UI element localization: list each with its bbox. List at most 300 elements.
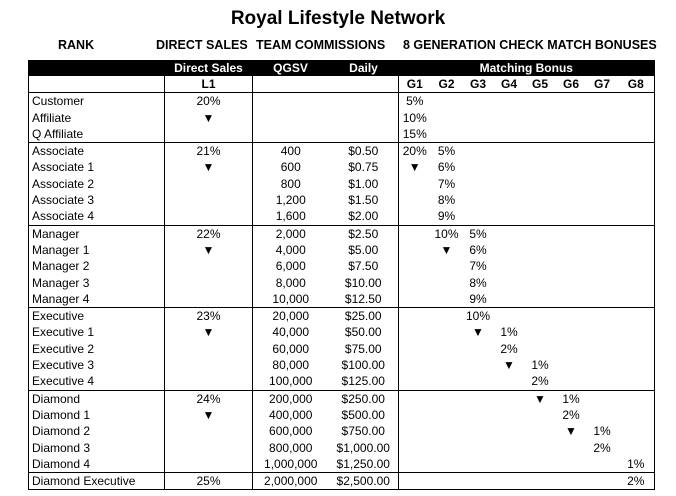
g5-cell (525, 242, 556, 258)
g8-cell (618, 291, 655, 308)
g1-cell (399, 357, 431, 373)
g7-cell (587, 208, 618, 225)
qgsv-cell: 10,000 (272, 291, 310, 306)
g3-cell: ▼ (472, 325, 484, 340)
table-row (29, 423, 655, 439)
g7-cell (587, 324, 618, 340)
g4-cell (494, 373, 525, 390)
direct-sales-cell: ▼ (165, 110, 253, 126)
g1-cell (399, 242, 431, 258)
daily-cell: $500.00 (329, 407, 399, 423)
g6-cell: 1% (556, 390, 587, 407)
g6-cell (556, 225, 587, 242)
subheader-g2: G2 (438, 77, 455, 91)
g8-cell (618, 308, 655, 325)
g5-cell (525, 275, 556, 291)
table-row (29, 341, 655, 357)
table-row (29, 275, 655, 291)
table-row (29, 473, 655, 490)
g1-cell (399, 208, 431, 225)
qgsv-cell: 40,000 (272, 325, 310, 340)
g5-cell (525, 258, 556, 274)
subheader-g5: G5 (531, 77, 548, 91)
rank-cell: Manager 1 (29, 242, 165, 258)
direct-sales-cell: 20% (165, 93, 253, 110)
g1-cell (399, 225, 431, 242)
daily-cell: $1.50 (329, 192, 399, 208)
qgsv-cell (253, 93, 329, 110)
section-direct-sales: DIRECT SALES (156, 38, 248, 52)
g6-cell (556, 192, 587, 208)
g8-cell (618, 143, 655, 160)
direct-sales-cell: ▼ (165, 324, 253, 340)
qgsv-cell: 4,000 (275, 242, 306, 257)
g2-cell: 10% (431, 225, 463, 242)
g3-cell (463, 440, 494, 456)
g4-cell (494, 176, 525, 192)
direct-sales-cell (165, 341, 253, 357)
g7-cell (587, 225, 618, 242)
g7-cell (587, 242, 618, 258)
g3-cell (463, 456, 494, 473)
g6-cell (556, 242, 587, 258)
direct-sales-cell: ▼ (165, 407, 253, 423)
daily-cell: $50.00 (329, 324, 399, 340)
direct-sales-cell (165, 440, 253, 456)
g5-cell: 1% (531, 358, 549, 373)
g1-cell (399, 373, 431, 390)
g5-cell (525, 440, 556, 456)
g1-cell (399, 456, 431, 473)
g3-cell (463, 357, 494, 373)
daily-cell: $25.00 (329, 308, 399, 325)
g5-cell: ▼ (525, 390, 556, 407)
daily-cell: $75.00 (329, 341, 399, 357)
header-row (29, 61, 655, 77)
g8-cell (618, 192, 655, 208)
g2-cell (431, 291, 463, 308)
g6-cell (556, 93, 587, 110)
g8-cell (618, 110, 655, 126)
qgsv-cell (253, 110, 329, 126)
g5-cell (525, 176, 556, 192)
g7-cell (587, 275, 618, 291)
rank-cell: Manager 2 (29, 258, 165, 274)
g2-cell (431, 258, 463, 274)
g4-cell (494, 208, 525, 225)
table-row (29, 208, 655, 225)
g8-cell (618, 176, 655, 192)
table-row (29, 159, 655, 175)
daily-cell: $125.00 (329, 373, 399, 390)
g3-cell (463, 192, 494, 208)
g6-cell (556, 308, 587, 325)
header-qgsv: QGSV (253, 61, 329, 77)
g7-cell (587, 192, 618, 208)
g3-cell (463, 126, 494, 143)
g3-cell (463, 159, 494, 175)
g4-cell (494, 93, 525, 110)
qgsv-cell: 1,600 (275, 209, 306, 224)
g6-cell (556, 208, 587, 225)
table-row (29, 110, 655, 126)
g4-cell (494, 258, 525, 274)
g2-cell (431, 341, 463, 357)
g6-cell (556, 440, 587, 456)
table-row (29, 242, 655, 258)
g2-cell: ▼ (440, 242, 453, 257)
g1-cell (399, 291, 431, 308)
table-row (29, 373, 655, 390)
g4-cell: 1% (500, 325, 518, 340)
g6-cell (556, 456, 587, 473)
qgsv-cell: 800 (280, 176, 301, 191)
rank-cell: Executive 1 (29, 324, 165, 340)
g1-cell (399, 308, 431, 325)
g1-cell (399, 440, 431, 456)
direct-sales-cell (165, 423, 253, 439)
g3-cell: 8% (469, 275, 487, 290)
g8-cell (618, 373, 655, 390)
rank-cell: Manager 4 (29, 291, 165, 308)
table-row (29, 390, 655, 407)
g2-cell (431, 423, 463, 439)
table-row (29, 440, 655, 456)
daily-cell: $0.75 (329, 159, 399, 175)
table-row (29, 456, 655, 473)
qgsv-cell: 1,000,000 (264, 456, 318, 471)
g2-cell (431, 126, 463, 143)
rank-cell: Associate 2 (29, 176, 165, 192)
table-row (29, 324, 655, 340)
direct-sales-cell: ▼ (165, 159, 253, 175)
g7-cell (587, 258, 618, 274)
qgsv-cell: 80,000 (272, 358, 310, 373)
direct-sales-cell (165, 192, 253, 208)
daily-cell: $2,500.00 (329, 473, 399, 490)
daily-cell: $12.50 (329, 291, 399, 308)
g6-cell (556, 110, 587, 126)
daily-cell: $0.50 (329, 143, 399, 160)
g5-cell (525, 341, 556, 357)
section-team-commissions: TEAM COMMISSIONS (256, 38, 386, 52)
daily-cell: $10.00 (329, 275, 399, 291)
g3-cell (463, 93, 494, 110)
g8-cell (618, 93, 655, 110)
g5-cell (525, 225, 556, 242)
header-daily: Daily (329, 61, 399, 77)
qgsv-cell: 6,000 (275, 259, 306, 274)
compensation-table (28, 60, 655, 490)
g7-cell (587, 373, 618, 390)
daily-cell (329, 126, 399, 143)
subheader-g1: G1 (406, 77, 423, 91)
g2-cell (431, 93, 463, 110)
direct-sales-cell (165, 373, 253, 390)
rank-cell: Executive (29, 308, 165, 325)
g2-cell (431, 456, 463, 473)
g2-cell: 5% (431, 143, 463, 160)
g3-cell (463, 407, 494, 423)
g8-cell (618, 208, 655, 225)
g5-cell (525, 192, 556, 208)
g4-cell (494, 423, 525, 439)
table-row (29, 176, 655, 192)
subheader-l1: L1 (165, 76, 253, 93)
g6-cell: 2% (562, 407, 580, 422)
direct-sales-cell: 21% (165, 143, 253, 160)
g6-cell (556, 176, 587, 192)
g3-cell (463, 473, 494, 490)
g5-cell (525, 456, 556, 473)
table-row (29, 192, 655, 208)
g4-cell (494, 308, 525, 325)
g1-cell (399, 192, 431, 208)
qgsv-cell: 2,000,000 (253, 473, 329, 490)
g7-cell (587, 126, 618, 143)
subheader-row (29, 76, 655, 93)
daily-cell: $750.00 (329, 423, 399, 439)
table-row (29, 93, 655, 110)
g8-cell (618, 423, 655, 439)
g2-cell (431, 357, 463, 373)
g4-cell (494, 291, 525, 308)
rank-cell: Diamond (29, 390, 165, 407)
subheader-g6: G6 (562, 77, 579, 91)
g4-cell (494, 225, 525, 242)
g7-cell (587, 456, 618, 473)
g4-cell (494, 473, 525, 490)
table-row (29, 126, 655, 143)
g1-cell (399, 407, 431, 423)
direct-sales-cell (165, 176, 253, 192)
g7-cell: 2% (593, 440, 611, 455)
g2-cell: 7% (437, 176, 456, 191)
table-row (29, 357, 655, 373)
g4-cell (494, 407, 525, 423)
qgsv-cell (253, 126, 329, 143)
g4-cell (494, 456, 525, 473)
g1-cell (399, 423, 431, 439)
g7-cell (587, 291, 618, 308)
g4-cell (494, 192, 525, 208)
g1-cell (399, 473, 431, 490)
rank-cell: Executive 2 (29, 341, 165, 357)
g6-cell: ▼ (565, 424, 577, 439)
g8-cell (618, 407, 655, 423)
g1-cell: 20% (399, 143, 431, 160)
g2-cell (431, 390, 463, 407)
g4-cell (494, 390, 525, 407)
g7-cell (587, 93, 618, 110)
qgsv-cell: 2,000 (253, 225, 329, 242)
g6-cell (556, 341, 587, 357)
qgsv-cell: 100,000 (269, 374, 313, 389)
g5-cell (525, 110, 556, 126)
table-row (29, 225, 655, 242)
direct-sales-cell (165, 126, 253, 143)
g3-cell (463, 143, 494, 160)
g1-cell (399, 390, 431, 407)
rank-cell: Executive 3 (29, 357, 165, 373)
g1-cell (399, 324, 431, 340)
g2-cell: 9% (437, 209, 456, 224)
g2-cell (431, 324, 463, 340)
direct-sales-cell: 22% (165, 225, 253, 242)
g5-cell (525, 93, 556, 110)
g8-cell (618, 357, 655, 373)
g7-cell: 1% (593, 424, 611, 439)
g5-cell (525, 308, 556, 325)
rank-cell: Manager (29, 225, 165, 242)
g7-cell (587, 473, 618, 490)
rank-cell: Q Affiliate (29, 126, 165, 143)
g1-cell: 15% (402, 126, 427, 141)
g5-cell (525, 407, 556, 423)
g7-cell (587, 390, 618, 407)
g3-cell: 10% (463, 308, 494, 325)
g3-cell (463, 390, 494, 407)
g5-cell (525, 324, 556, 340)
g4-cell (494, 110, 525, 126)
daily-cell (329, 93, 399, 110)
g6-cell (556, 159, 587, 175)
daily-cell: $100.00 (329, 357, 399, 373)
g1-cell: ▼ (408, 160, 421, 175)
g7-cell (587, 341, 618, 357)
g5-cell (525, 208, 556, 225)
subheader-g4: G4 (500, 77, 517, 91)
table-row (29, 291, 655, 308)
g1-cell: 5% (399, 93, 431, 110)
g4-cell (494, 440, 525, 456)
daily-cell (329, 110, 399, 126)
daily-cell: $1,250.00 (329, 456, 399, 473)
table-row (29, 143, 655, 160)
g4-cell: ▼ (503, 358, 515, 373)
g3-cell: 6% (469, 242, 487, 257)
section-generation: 8 GENERATION CHECK MATCH BONUSES (403, 38, 657, 52)
qgsv-cell: 20,000 (253, 308, 329, 325)
g8-cell (618, 258, 655, 274)
g4-cell (494, 126, 525, 143)
g2-cell (431, 110, 463, 126)
g1-cell (399, 341, 431, 357)
daily-cell: $7.50 (329, 258, 399, 274)
daily-cell: $5.00 (329, 242, 399, 258)
g2-cell (431, 473, 463, 490)
qgsv-cell: 600,000 (269, 424, 313, 439)
g3-cell: 7% (469, 259, 487, 274)
g8-cell (618, 390, 655, 407)
g8-cell: 1% (627, 456, 645, 471)
g6-cell (556, 357, 587, 373)
qgsv-cell: 200,000 (253, 390, 329, 407)
daily-cell: $2.00 (329, 208, 399, 225)
header-direct-sales: Direct Sales (165, 61, 253, 77)
direct-sales-cell (165, 258, 253, 274)
page-title: Royal Lifestyle Network (230, 8, 446, 29)
g8-cell (618, 225, 655, 242)
g6-cell (556, 126, 587, 143)
g5-cell: 2% (531, 374, 549, 389)
direct-sales-cell: ▼ (165, 242, 253, 258)
subheader-g7: G7 (593, 77, 610, 91)
direct-sales-cell (165, 357, 253, 373)
rank-cell: Associate 1 (29, 159, 165, 175)
rank-cell: Diamond 1 (29, 407, 165, 423)
direct-sales-cell: 23% (165, 308, 253, 325)
rank-cell: Diamond 4 (29, 456, 165, 473)
g3-cell (463, 373, 494, 390)
g2-cell (431, 440, 463, 456)
g6-cell (556, 324, 587, 340)
g4-cell (494, 159, 525, 175)
direct-sales-cell (165, 208, 253, 225)
g1-cell: 10% (402, 110, 427, 125)
direct-sales-cell: 25% (165, 473, 253, 490)
direct-sales-cell (165, 275, 253, 291)
rank-cell: Manager 3 (29, 275, 165, 291)
g3-cell (463, 110, 494, 126)
g8-cell (618, 324, 655, 340)
g3-cell (463, 176, 494, 192)
table-row (29, 258, 655, 274)
g7-cell (587, 308, 618, 325)
g2-cell: 6% (437, 160, 456, 175)
g6-cell (556, 373, 587, 390)
g8-cell: 2% (618, 473, 655, 490)
rank-cell: Executive 4 (29, 373, 165, 390)
rank-cell: Diamond Executive (29, 473, 165, 490)
g7-cell (587, 357, 618, 373)
g6-cell (556, 143, 587, 160)
rank-cell: Diamond 3 (29, 440, 165, 456)
g4-cell: 2% (500, 341, 518, 356)
g2-cell (431, 275, 463, 291)
g7-cell (587, 407, 618, 423)
g6-cell (556, 258, 587, 274)
g6-cell (556, 291, 587, 308)
g6-cell (556, 275, 587, 291)
qgsv-cell: 400,000 (269, 407, 313, 422)
rank-cell: Associate 3 (29, 192, 165, 208)
rank-cell: Associate 4 (29, 208, 165, 225)
g7-cell (587, 176, 618, 192)
g5-cell (525, 126, 556, 143)
g3-cell: 9% (469, 291, 487, 306)
g3-cell: 5% (463, 225, 494, 242)
daily-cell: $250.00 (329, 390, 399, 407)
g1-cell (399, 275, 431, 291)
qgsv-cell: 600 (280, 160, 301, 175)
rank-cell: Affiliate (29, 110, 165, 126)
qgsv-cell: 1,200 (275, 193, 306, 208)
g8-cell (618, 159, 655, 175)
g1-cell (399, 176, 431, 192)
g7-cell (587, 159, 618, 175)
g5-cell (525, 159, 556, 175)
daily-cell: $2.50 (329, 225, 399, 242)
header-rank-cell (29, 61, 165, 77)
g5-cell (525, 423, 556, 439)
qgsv-cell: 400 (253, 143, 329, 160)
g5-cell (525, 143, 556, 160)
g5-cell (525, 473, 556, 490)
direct-sales-cell: 24% (165, 390, 253, 407)
daily-cell: $1,000.00 (329, 440, 399, 456)
g3-cell (463, 341, 494, 357)
